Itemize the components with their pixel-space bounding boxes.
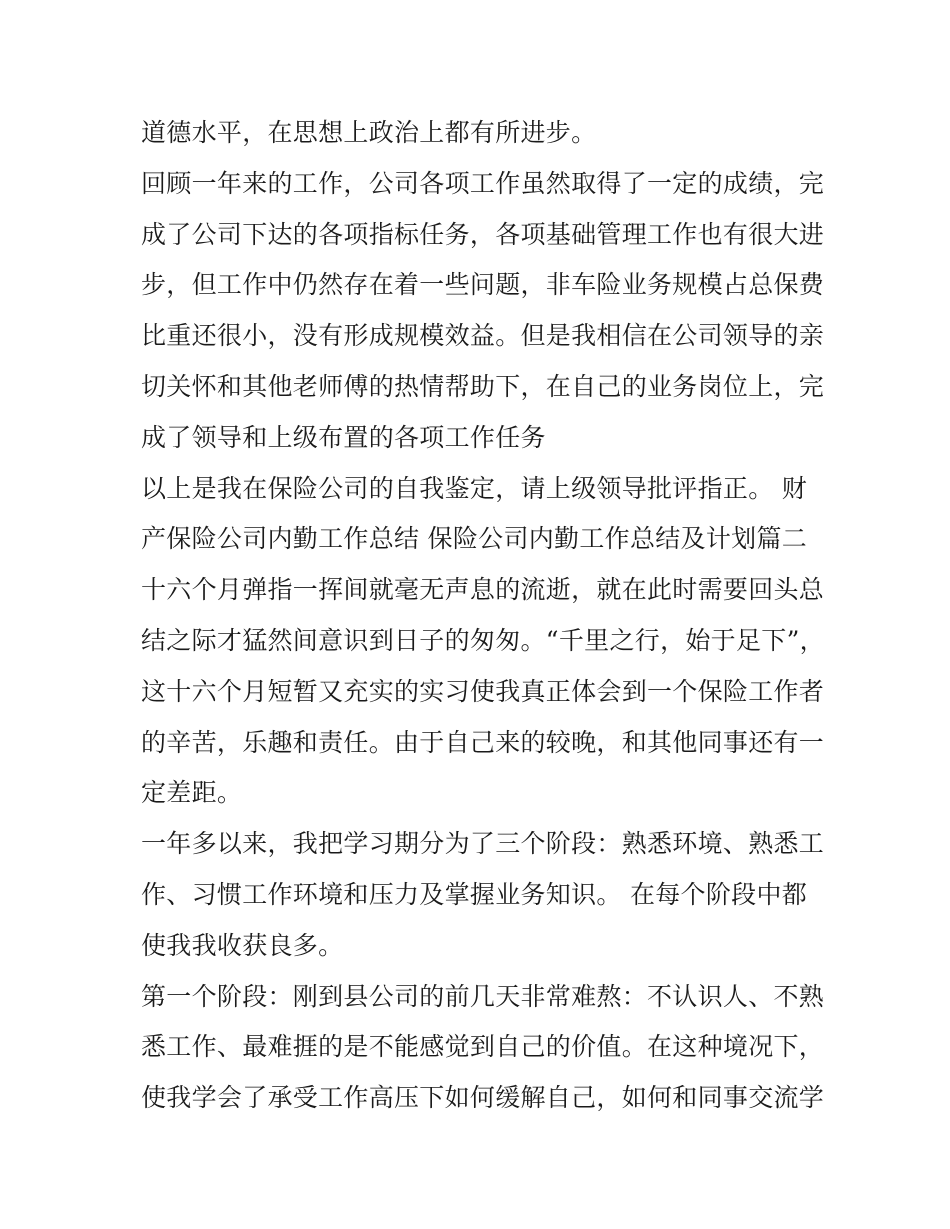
text-line: 这十六个月短暂又充实的实习使我真正体会到一个保险工作者 <box>141 676 825 706</box>
text-line: 十六个月弹指一挥间就毫无声息的流逝，就在此时需要回头总 <box>141 575 825 605</box>
text-line: 产保险公司内勤工作总结 保险公司内勤工作总结及计划篇二 <box>141 524 808 554</box>
document-body <box>141 108 825 1124</box>
text-line: 比重还很小，没有形成规模效益。但是我相信在公司领导的亲 <box>141 321 825 351</box>
text-line: 切关怀和其他老师傅的热情帮助下，在自己的业务岗位上，完 <box>141 371 825 401</box>
text-line: 第一个阶段：刚到县公司的前几天非常难熬：不认识人、不熟 <box>141 981 825 1011</box>
text-line: 成了公司下达的各项指标任务，各项基础管理工作也有很大进 <box>141 219 825 249</box>
text-line: 回顾一年来的工作，公司各项工作虽然取得了一定的成绩，完 <box>141 168 825 198</box>
text-line: 定差距。 <box>141 778 243 808</box>
text-line: 步，但工作中仍然存在着一些问题，非车险业务规模占总保费 <box>141 270 825 300</box>
text-line: 一年多以来，我把学习期分为了三个阶段：熟悉环境、熟悉工 <box>141 829 825 859</box>
text-line: 道德水平，在思想上政治上都有所进步。 <box>141 118 597 147</box>
text-line: 使我学会了承受工作高压下如何缓解自己，如何和同事交流学 <box>141 1083 825 1113</box>
text-line: 结之际才猛然间意识到日子的匆匆。“千里之行，始于足下”， <box>141 625 825 655</box>
text-line: 的辛苦，乐趣和责任。由于自己来的较晚，和其他同事还有一 <box>141 727 825 757</box>
text-line: 以上是我在保险公司的自我鉴定，请上级领导批评指正。 财 <box>141 473 808 503</box>
text-line: 悉工作、最难捱的是不能感觉到自己的价值。在这种境况下， <box>141 1032 825 1062</box>
text-line: 成了领导和上级布置的各项工作任务 <box>141 422 546 452</box>
text-line: 作、习惯工作环境和压力及掌握业务知识。 在每个阶段中都 <box>141 879 808 909</box>
text-line: 使我我收获良多。 <box>141 930 344 960</box>
